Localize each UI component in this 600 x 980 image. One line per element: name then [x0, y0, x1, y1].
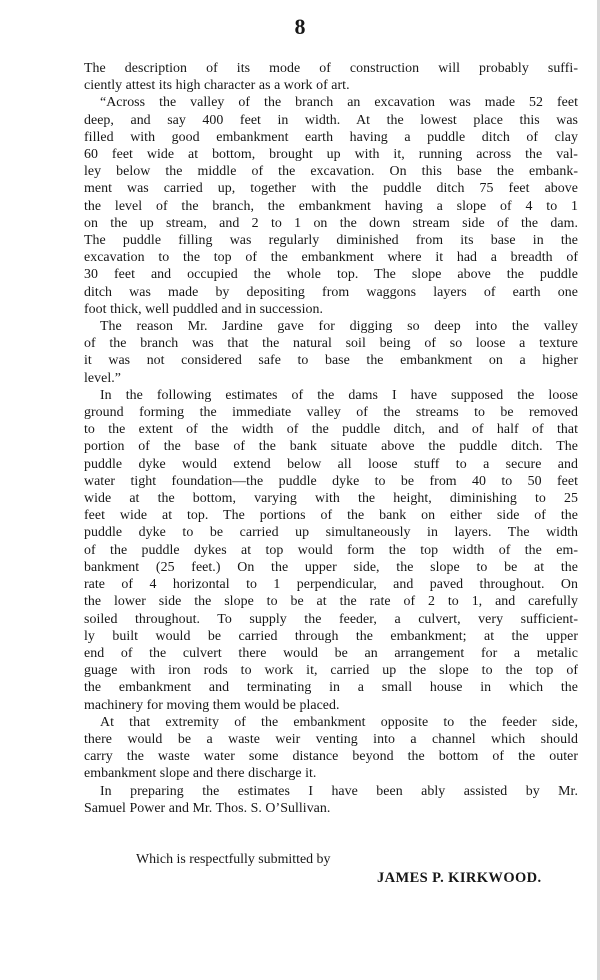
text-line: end of the culvert there would be an arrangement for a metalic: [84, 645, 578, 661]
signature: JAMES P. KIRKWOOD.: [377, 870, 542, 886]
paragraph: [84, 714, 578, 783]
text-line: The reason Mr. Jardine gave for digging so deep into the valley: [100, 319, 578, 335]
text-line: At that extremity of the embankment opposite to the feeder side,: [100, 714, 578, 730]
text-line: of the puddle dykes at top would form the top width of the em-: [84, 542, 578, 558]
text-line: ly built would be carried through the embankment; at the upper: [84, 628, 578, 644]
text-line: rate of 4 horizontal to 1 perpendicular, and paved throughout. On: [84, 577, 578, 593]
text-line: water tight foundation—the puddle dyke to be from 40 to 50 feet: [84, 473, 578, 489]
text-line: the embankment and terminating in a small house in which the: [84, 680, 578, 696]
report-body: [84, 60, 578, 817]
paragraph: [84, 387, 578, 714]
text-line: 30 feet and occupied the whole top. The slope above the puddle: [84, 267, 578, 283]
text-line: portion of the base of the bank situate above the puddle ditch. The: [84, 439, 578, 455]
text-line: wide at the bottom, varying with the height, diminishing to 25: [84, 491, 578, 507]
text-line: the level of the branch, the embankment having a slope of 4 to 1: [84, 198, 578, 214]
text-line: ciently attest its high character as a work of art.: [84, 78, 350, 94]
text-line: on the up stream, and 2 to 1 on the down stream side of the dam.: [84, 215, 578, 231]
text-line: the lower side the slope to be at the rate of 2 to 1, and carefully: [84, 594, 578, 610]
paragraph: [84, 60, 578, 94]
text-line: 60 feet wide at bottom, brought up with it, running across the val-: [84, 147, 578, 163]
text-line: The description of its mode of construction will probably suffi-: [84, 61, 578, 76]
text-line: ground forming the immediate valley of the streams to be removed: [84, 405, 578, 421]
text-line: filled with good embankment earth having a puddle ditch of clay: [84, 129, 578, 145]
text-line: ment was carried up, together with the puddle ditch 75 feet above: [84, 181, 578, 197]
text-line: ley below the middle of the excavation. On this base the embank-: [84, 164, 578, 180]
text-line: “Across the valley of the branch an excavation was made 52 feet: [100, 95, 578, 111]
closing-line: Which is respectfully submitted by: [136, 852, 331, 867]
text-line: In the following estimates of the dams I have supposed the loose: [100, 387, 578, 403]
page-number: 8: [294, 14, 306, 39]
text-line: feet wide at top. The portions of the bank on either side of the: [84, 508, 578, 524]
text-line: to the extent of the width of the puddle ditch, and of half of that: [84, 422, 578, 438]
text-line: The puddle filling was regularly diminished from its base in the: [84, 233, 578, 249]
text-line: soiled throughout. To supply the feeder, a culvert, very sufficient-: [84, 611, 578, 627]
text-line: of the branch was that the natural soil being of so loose a texture: [84, 336, 578, 352]
text-line: there would be a waste weir venting into a channel which should: [84, 731, 578, 747]
text-line: puddle dyke to be carried up simultaneously in layers. The width: [84, 525, 578, 541]
text-line: it was not considered safe to base the embankment on a higher: [84, 353, 578, 369]
text-line: foot thick, well puddled and in succession.: [84, 301, 324, 317]
text-line: puddle dyke would extend below all loose stuff to a secure and: [84, 456, 578, 472]
text-line: Samuel Power and Mr. Thos. S. O’Sullivan.: [84, 800, 331, 816]
paragraph: [84, 94, 578, 318]
text-line: excavation to the top of the embankment where it had a breadth of: [84, 250, 578, 266]
text-line: guage with iron rods to work it, carried up the slope to the top of: [84, 663, 578, 679]
text-line: deep, and say 400 feet in width. At the lowest place this was: [84, 112, 578, 128]
text-line: In preparing the estimates I have been ably assisted by Mr.: [100, 783, 578, 799]
text-line: embankment slope and there discharge it.: [84, 766, 317, 782]
text-line: bankment (25 feet.) On the upper side, the slope to be at the: [84, 559, 578, 575]
text-line: ditch was made by depositing from waggons layers of earth one: [84, 284, 578, 300]
paragraph: [84, 318, 578, 387]
text-line: machinery for moving them would be placed.: [84, 697, 340, 713]
text-line: level.”: [84, 370, 121, 386]
paragraph: [84, 783, 578, 817]
text-line: carry the waste water some distance beyond the bottom of the outer: [84, 749, 578, 765]
